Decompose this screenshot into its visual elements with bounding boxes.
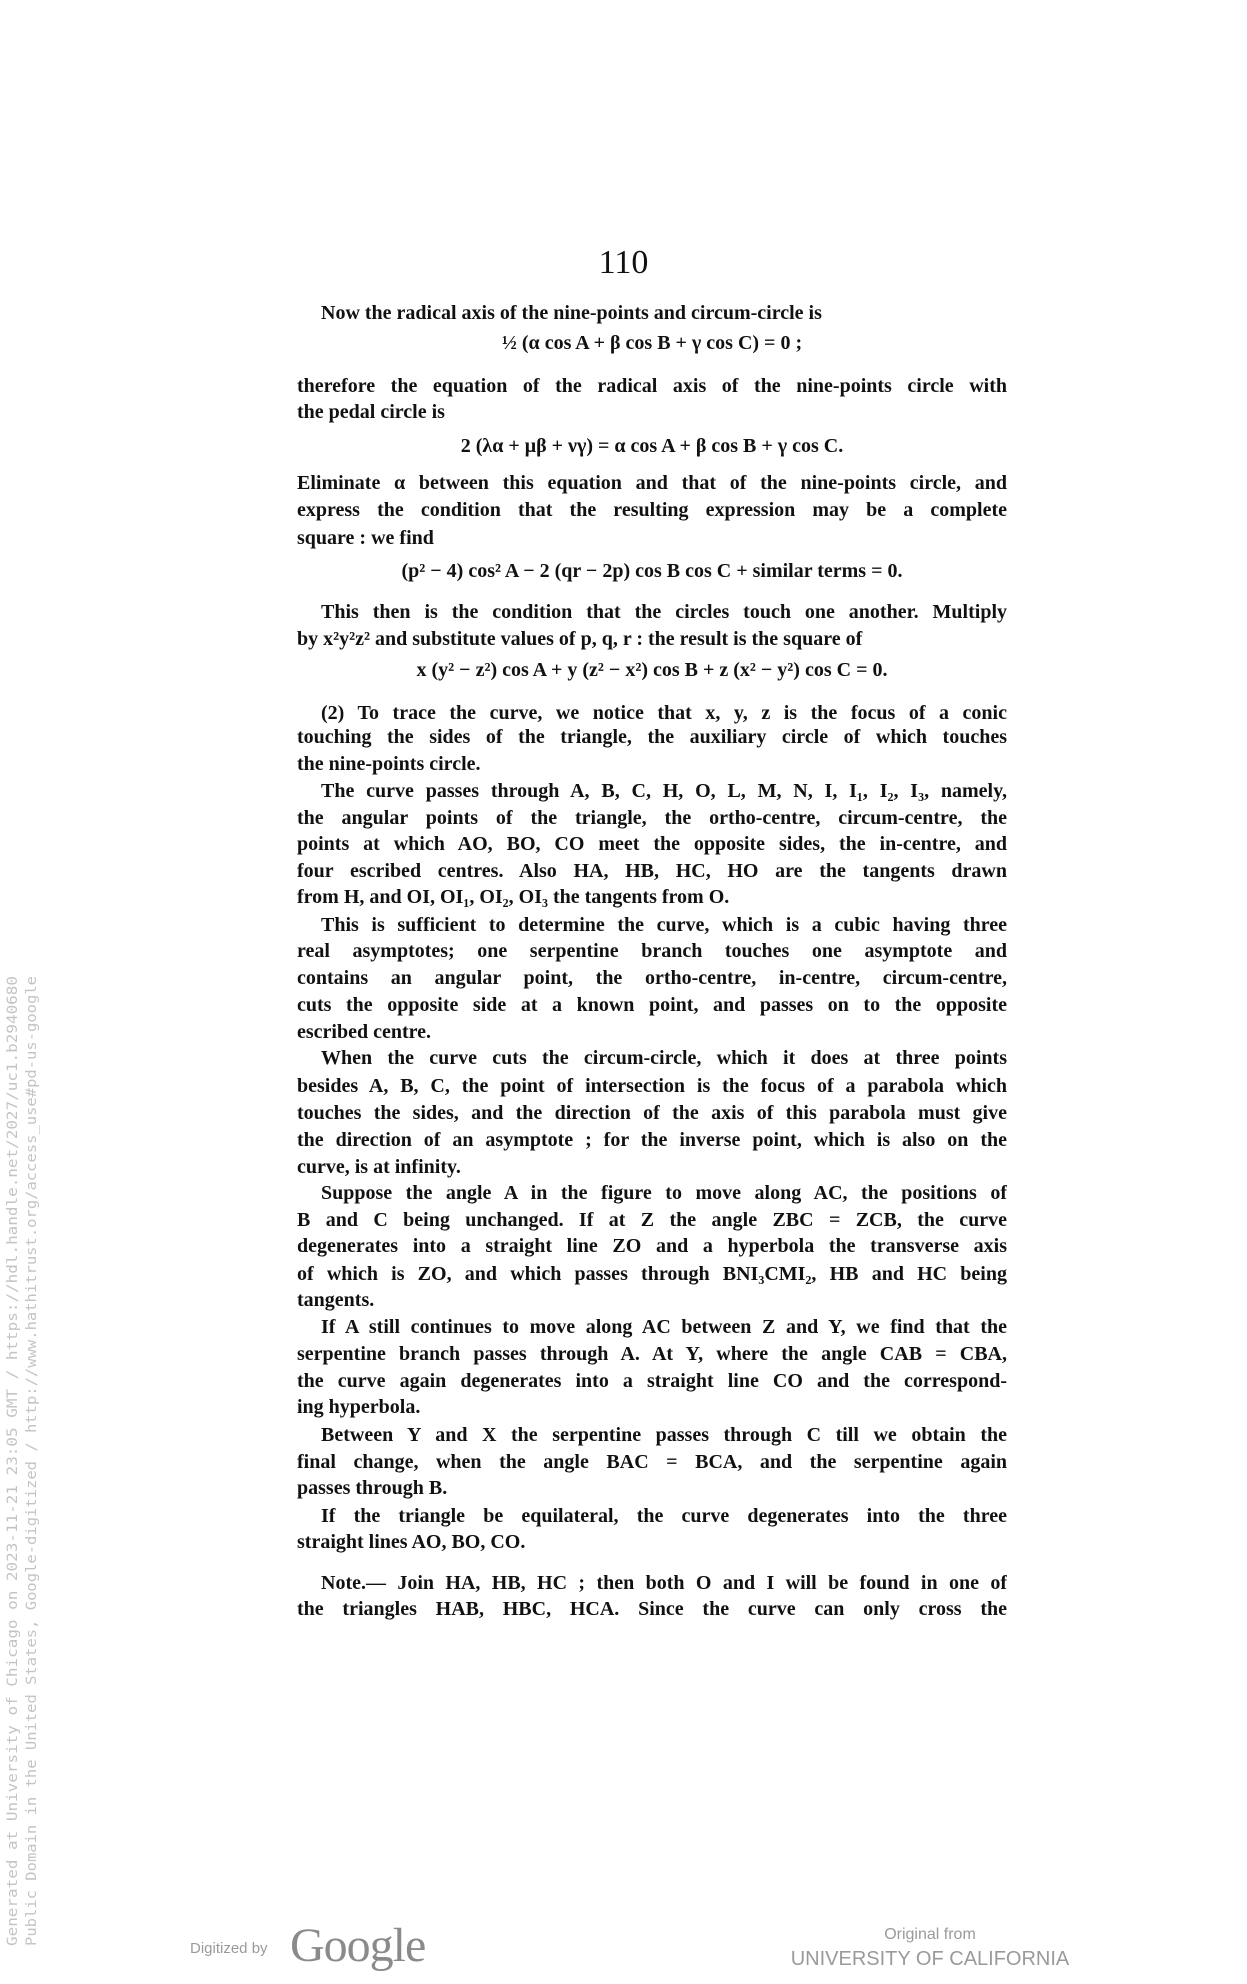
text-line: straight lines AO, BO, CO. [297, 1531, 526, 1553]
text-line: final change, when the angle BAC = BCA, and the serpentine again [297, 1451, 1007, 1473]
text-line: four escribed centres. Also HA, HB, HC, HO are the tangents drawn [297, 860, 1007, 882]
text-line: tangents. [297, 1289, 375, 1311]
text-line: the angular points of the triangle, the ortho-centre, circum-centre, the [297, 807, 1007, 829]
text-line: touches the sides, and the direction of the axis of this parabola must give [297, 1102, 1007, 1124]
equation: ½ (α cos A + β cos B + γ cos C) = 0 ; [501, 332, 803, 354]
equation: (p² − 4) cos² A − 2 (qr − 2p) cos B cos C + similar terms = 0. [401, 560, 903, 582]
text-line: ing hyperbola. [297, 1396, 421, 1418]
text-line: This is sufficient to determine the curve, which is a cubic having three [321, 914, 1007, 936]
text-line: express the condition that the resulting expression may be a complete [297, 499, 1007, 521]
institution-name: UNIVERSITY OF CALIFORNIA [790, 1948, 1070, 1970]
text-line: Between Y and X the serpentine passes through C till we obtain the [321, 1424, 1007, 1446]
text-line: passes through B. [297, 1477, 448, 1499]
google-logo: Google [290, 1919, 426, 1972]
text-line: real asymptotes; one serpentine branch touches one asymptote and [297, 940, 1007, 962]
text-line: B and C being unchanged. If at Z the angle ZBC = ZCB, the curve [297, 1209, 1007, 1231]
text-line: Now the radical axis of the nine-points and circum-circle is [321, 302, 822, 324]
watermark-line-1: Generated at University of Chicago on 2023-11-21 23:05 GMT / https://hdl.handle.net/2027/uc1.b2940680 [5, 1094, 21, 1946]
text-line: escribed centre. [297, 1021, 432, 1043]
text-line: the direction of an asymptote ; for the inverse point, which is also on the [297, 1129, 1007, 1151]
text-line: by x²y²z² and substitute values of p, q, r : the result is the square of [297, 628, 863, 650]
original-from-label: Original from [884, 1926, 976, 1943]
text-line: serpentine branch passes through A. At Y, where the angle CAB = CBA, [297, 1343, 1007, 1365]
text-line: Suppose the angle A in the figure to move along AC, the positions of [321, 1182, 1007, 1204]
text-line: cuts the opposite side at a known point, and passes on to the opposite [297, 994, 1007, 1016]
text-line: If A still continues to move along AC between Z and Y, we find that the [321, 1316, 1007, 1338]
text-line: points at which AO, BO, CO meet the opposite sides, the in-centre, and [297, 833, 1007, 855]
text-line: of which is ZO, and which passes through BNI₃CMI₂, HB and HC being [297, 1263, 1007, 1285]
text-line: degenerates into a straight line ZO and a hyperbola the transverse axis [297, 1235, 1007, 1257]
text-line: the nine-points circle. [297, 753, 481, 775]
text-line: from H, and OI, OI₁, OI₂, OI₃ the tangents from O. [297, 886, 730, 908]
watermark-line-2: Public Domain in the United States, Google-digitized / http://www.hathitrust.org/access_use#pd-us-google [24, 1069, 40, 1946]
text-line: (2) To trace the curve, we notice that x, y, z is the focus of a conic [321, 702, 1007, 724]
equation: 2 (λα + μβ + νγ) = α cos A + β cos B + γ cos C. [460, 435, 844, 457]
text-line: Eliminate α between this equation and that of the nine-points circle, and [297, 472, 1007, 494]
text-line: therefore the equation of the radical axis of the nine-points circle with [297, 375, 1007, 397]
text-line: If the triangle be equilateral, the curve degenerates into the three [321, 1505, 1007, 1527]
text-line: the triangles HAB, HBC, HCA. Since the curve can only cross the [297, 1598, 1007, 1620]
text-line: This then is the condition that the circles touch one another. Multiply [321, 601, 1007, 623]
equation: x (y² − z²) cos A + y (z² − x²) cos B + z (x² − y²) cos C = 0. [416, 659, 888, 681]
text-line: When the curve cuts the circum-circle, which it does at three points [321, 1047, 1007, 1069]
hathitrust-watermark [0, 960, 44, 1960]
text-line: square : we find [297, 527, 434, 549]
text-line: besides A, B, C, the point of intersection is the focus of a parabola which [297, 1075, 1007, 1097]
text-line: The curve passes through A, B, C, H, O, L, M, N, I, I₁, I₂, I₃, namely, [321, 780, 1007, 802]
digitized-by-label: Digitized by [190, 1940, 268, 1957]
page-number: 110 [598, 244, 649, 281]
text-line: curve, is at infinity. [297, 1156, 461, 1178]
text-line: contains an angular point, the ortho-centre, in-centre, circum-centre, [297, 967, 1007, 989]
text-line: Note.— Join HA, HB, HC ; then both O and I will be found in one of [321, 1572, 1007, 1594]
text-line: the pedal circle is [297, 401, 445, 423]
text-line: the curve again degenerates into a straight line CO and the correspond- [297, 1370, 1007, 1392]
text-line: touching the sides of the triangle, the auxiliary circle of which touches [297, 726, 1007, 748]
